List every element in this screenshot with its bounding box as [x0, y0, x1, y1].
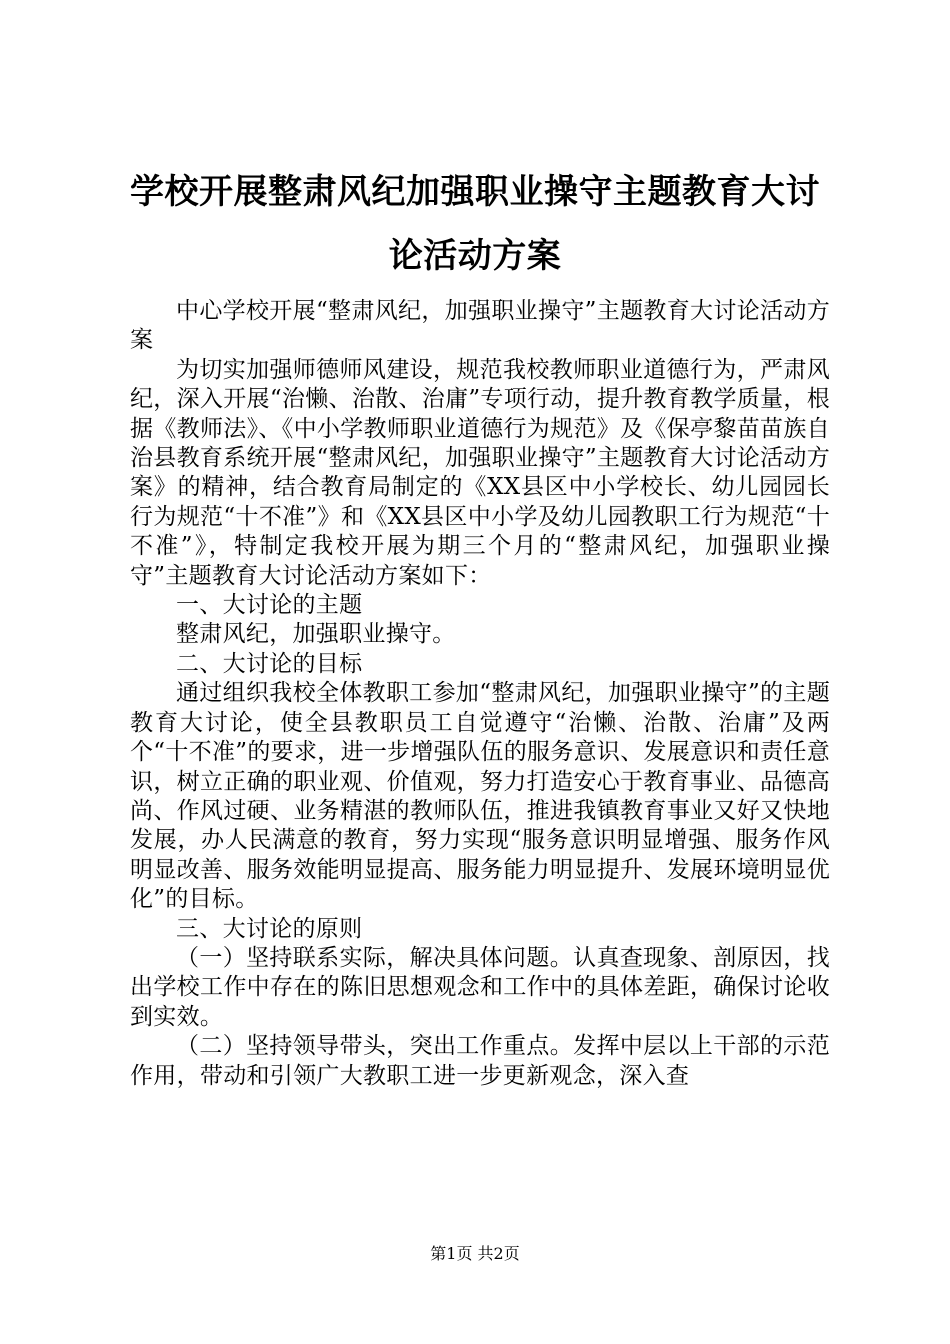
section-heading-goal: 二、大讨论的目标 — [176, 650, 363, 677]
section-heading-theme: 一、大讨论的主题 — [176, 592, 363, 619]
document-title: 学校开展整肃风纪加强职业操守主题教育大讨论活动方案 — [130, 172, 820, 276]
paragraph-principle-2: （二）坚持领导带头，突出工作重点。发挥中层以上干部的示范作用，带动和引领广大教职工进一步更新观念，深入查 — [130, 1033, 830, 1089]
paragraph-intro: 为切实加强师德师风建设，规范我校教师职业道德行为，严肃风纪，深入开展“治懒、治散、治庸”专项行动，提升教育教学质量，根据《教师法》、《中小学教师职业道德行为规范》及《保亭黎苗苗族自治县教育系统开展“整肃风纪，加强职业操守”主题教育大讨论活动方案》的精神，结合教育局制定的《XX县区中小学校长、幼儿园园长行为规范“十不准”》和《XX县区中小学及幼儿园教职工行为规范“十不准”》，特制定我校开展为期三个月的“整肃风纪，加强职业操守”主题教育大讨论活动方案如下： — [130, 356, 830, 589]
page-footer: 第1页 共2页 — [430, 1244, 520, 1263]
paragraph-goal: 通过组织我校全体教职工参加“整肃风纪，加强职业操守”的主题教育大讨论，使全县教职员工自觉遵守“治懒、治散、治庸”及两个“十不准”的要求，进一步增强队伍的服务意识、发展意识和责任意识，树立正确的职业观、价值观，努力打造安心于教育事业、品德高尚、作风过硬、业务精湛的教师队伍，推进我镇教育事业又好又快地发展，办人民满意的教育，努力实现“服务意识明显增强、服务作风明显改善、服务效能明显提高、服务能力明显提升、发展环境明显优化”的目标。 — [130, 680, 830, 913]
paragraph-principle-1: （一）坚持联系实际，解决具体问题。认真查现象、剖原因，找出学校工作中存在的陈旧思想观念和工作中的具体差距，确保讨论收到实效。 — [130, 944, 830, 1030]
document-body — [130, 297, 830, 1091]
paragraph-subtitle: 中心学校开展“整肃风纪，加强职业操守”主题教育大讨论活动方案 — [130, 298, 830, 354]
section-heading-principles: 三、大讨论的原则 — [176, 915, 363, 942]
paragraph-theme: 整肃风纪，加强职业操守。 — [176, 621, 456, 648]
